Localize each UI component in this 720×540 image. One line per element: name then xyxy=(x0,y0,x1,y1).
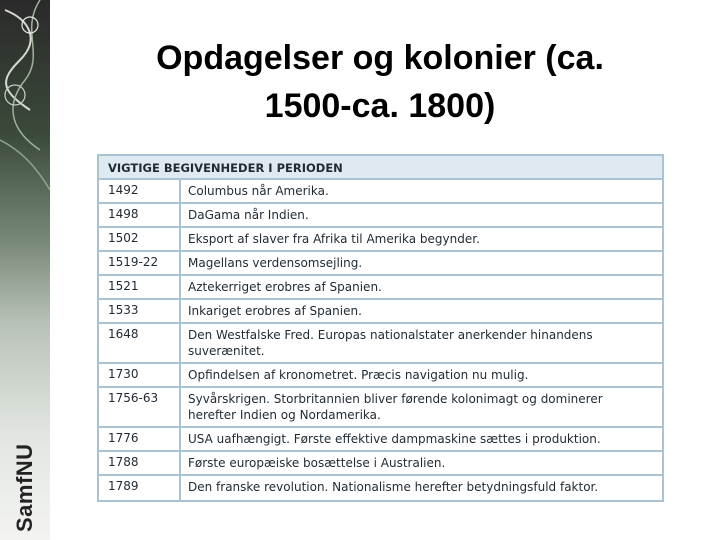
event-cell: Columbus når Amerika. xyxy=(188,184,329,198)
table-row xyxy=(99,276,662,300)
title-line-1: Opdagelser og kolonier (ca. xyxy=(156,39,604,77)
title-line-2: 1500-ca. 1800) xyxy=(264,87,496,125)
table-row xyxy=(99,228,662,252)
table-row xyxy=(99,300,662,324)
year-cell: 1502 xyxy=(99,228,181,250)
table-row xyxy=(99,364,662,388)
year-cell: 1788 xyxy=(99,452,181,474)
event-cell: Første europæiske bosættelse i Australien. xyxy=(188,456,446,470)
table-row xyxy=(99,180,662,204)
year-cell: 1756-63 xyxy=(99,388,181,426)
slide-title xyxy=(60,34,700,130)
event-cell: Opfindelsen af kronometret. Præcis navigation nu mulig. xyxy=(188,368,529,382)
year-cell: 1776 xyxy=(99,428,181,450)
table-row xyxy=(99,388,662,428)
table-row xyxy=(99,252,662,276)
event-cell: Den Westfalske Fred. Europas nationalstater anerkender hinandens suverænitet. xyxy=(188,328,593,358)
event-cell: Magellans verdensomsejling. xyxy=(188,256,363,270)
event-cell: Den franske revolution. Nationalisme herefter betydningsfuld faktor. xyxy=(188,480,599,494)
table-row xyxy=(99,452,662,476)
event-cell: USA uafhængigt. Første effektive dampmaskine sættes i produktion. xyxy=(188,432,601,446)
event-cell: Syvårskrigen. Storbritannien bliver førende kolonimagt og dominerer herefter Indien og Nordamerika. xyxy=(188,392,603,422)
event-cell: Inkariget erobres af Spanien. xyxy=(188,304,362,318)
year-cell: 1521 xyxy=(99,276,181,298)
samfnu-logo: SamfNU xyxy=(12,443,37,532)
year-cell: 1648 xyxy=(99,324,181,362)
table-row xyxy=(99,476,662,500)
decorative-sidebar xyxy=(0,0,50,540)
decorative-swirl-graphic xyxy=(0,0,50,200)
events-table xyxy=(97,154,664,502)
table-header: VIGTIGE BEGIVENHEDER I PERIODEN xyxy=(99,156,662,180)
year-cell: 1519-22 xyxy=(99,252,181,274)
year-cell: 1730 xyxy=(99,364,181,386)
table-row xyxy=(99,324,662,364)
table-row xyxy=(99,428,662,452)
year-cell: 1533 xyxy=(99,300,181,322)
year-cell: 1789 xyxy=(99,476,181,500)
event-cell: Aztekerriget erobres af Spanien. xyxy=(188,280,382,294)
event-cell: DaGama når Indien. xyxy=(188,208,309,222)
year-cell: 1492 xyxy=(99,180,181,202)
year-cell: 1498 xyxy=(99,204,181,226)
table-row xyxy=(99,204,662,228)
event-cell: Eksport af slaver fra Afrika til Amerika begynder. xyxy=(188,232,480,246)
